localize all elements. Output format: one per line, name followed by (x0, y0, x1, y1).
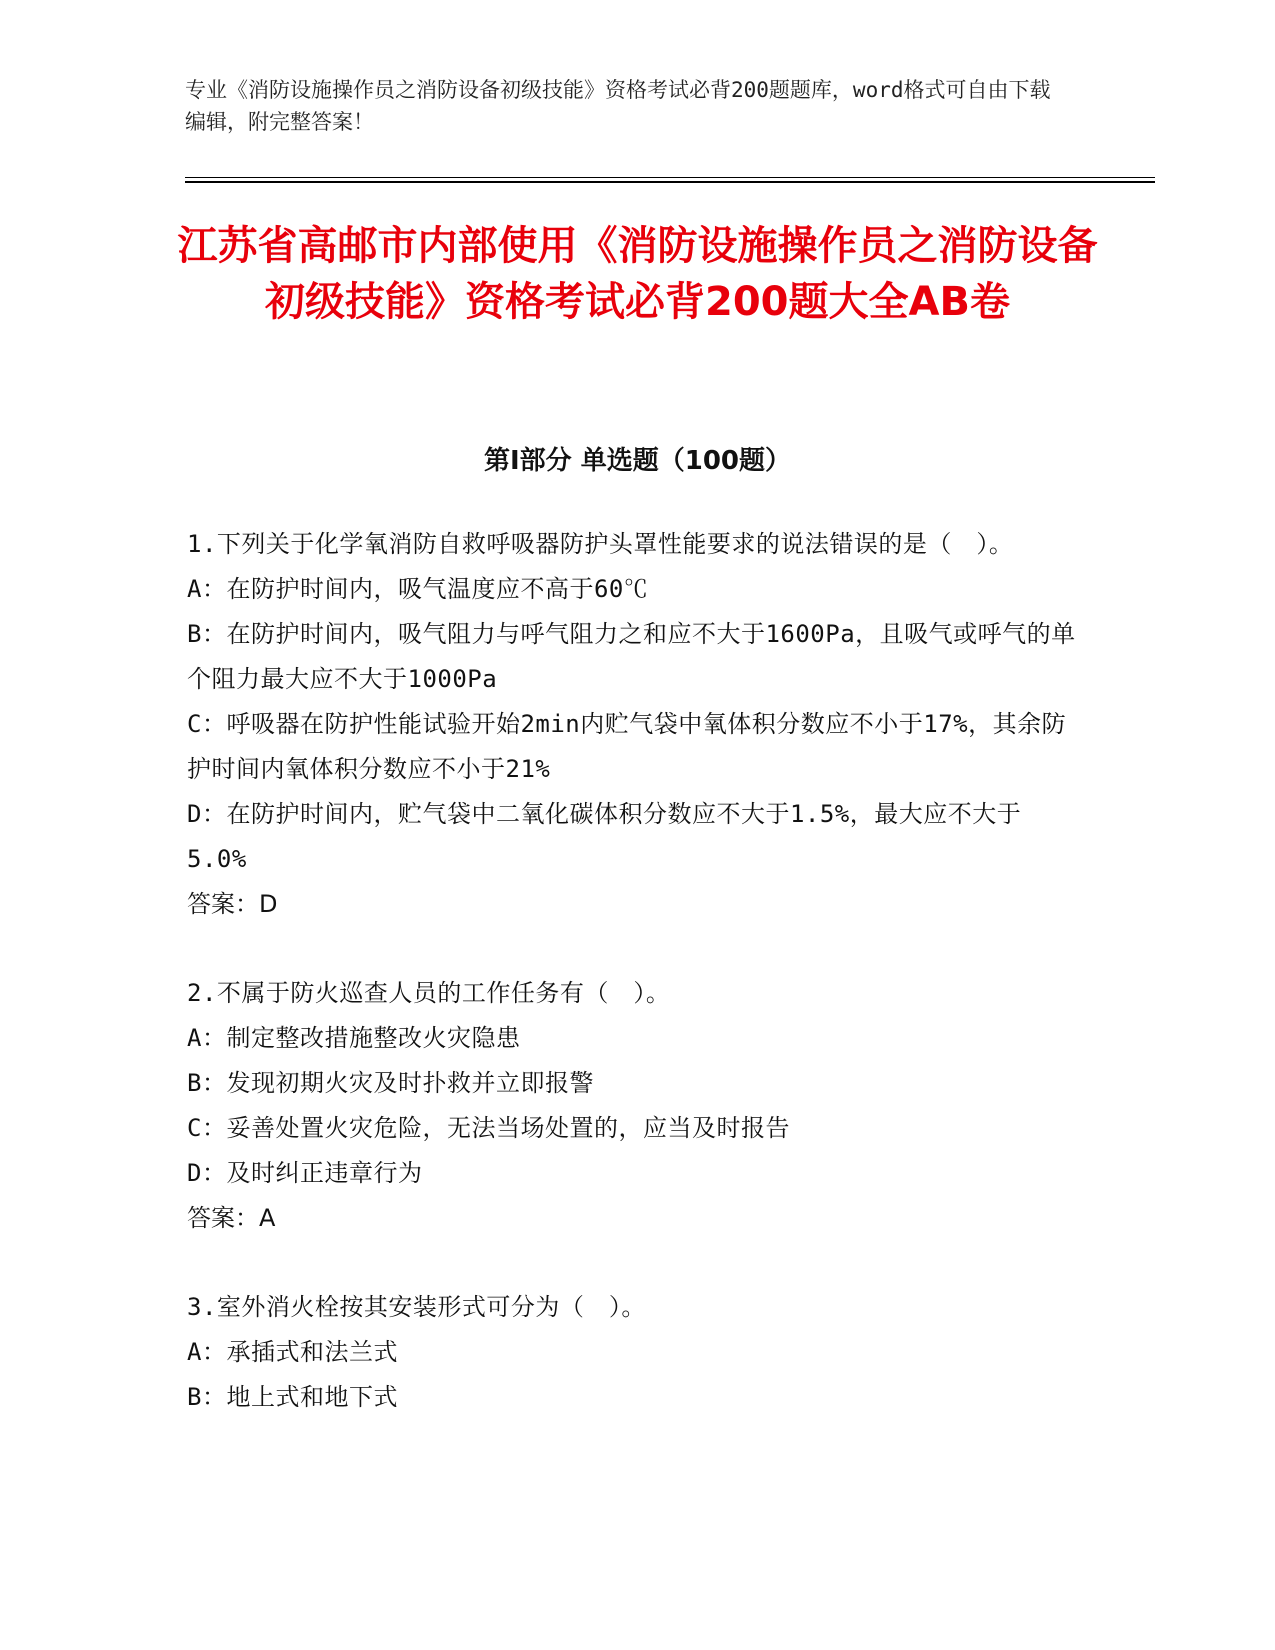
option-d: D：在防护时间内，贮气袋中二氧化碳体积分数应不大于1.5%，最大应不大于5.0% (187, 800, 1022, 873)
option-b: B：在防护时间内，吸气阻力与呼气阻力之和应不大于1600Pa，且吸气或呼气的单个阻力最大应不大于1000Pa (187, 620, 1076, 693)
option-a: A：承插式和法兰式 (187, 1338, 398, 1366)
answer: 答案：A (187, 1204, 276, 1232)
answer: 答案：D (187, 890, 278, 918)
header-note: 专业《消防设施操作员之消防设备初级技能》资格考试必背200题题库，word格式可自由下载编辑，附完整答案！ (185, 78, 1051, 134)
option-c: C：妥善处置火灾危险，无法当场处置的，应当及时报告 (187, 1114, 790, 1142)
option-b: B：发现初期火灾及时扑救并立即报警 (187, 1069, 594, 1097)
question-2 (187, 971, 1077, 1241)
document-title: 江苏省高邮市内部使用《消防设施操作员之消防设备初级技能》资格考试必背200题大全AB卷 (177, 223, 1098, 325)
question-stem: 2.不属于防火巡查人员的工作任务有（ ）。 (187, 979, 671, 1007)
option-a: A：制定整改措施整改火灾隐患 (187, 1024, 521, 1052)
question-list (187, 522, 1077, 1464)
section-title: 第Ⅰ部分 单选题（100题） (484, 446, 791, 476)
option-c: C：呼吸器在防护性能试验开始2min内贮气袋中氧体积分数应不小于17%，其余防护时间内氧体积分数应不小于21% (187, 710, 1067, 783)
header-divider-thick (185, 181, 1155, 183)
question-1 (187, 522, 1077, 927)
option-d: D：及时纠正违章行为 (187, 1159, 423, 1187)
option-a: A：在防护时间内，吸气温度应不高于60℃ (187, 575, 649, 603)
question-stem: 1.下列关于化学氧消防自救呼吸器防护头罩性能要求的说法错误的是（ ）。 (187, 530, 1014, 558)
question-stem: 3.室外消火栓按其安装形式可分为（ ）。 (187, 1293, 646, 1321)
question-3 (187, 1285, 1077, 1420)
header-divider-thin (185, 177, 1155, 178)
option-b: B：地上式和地下式 (187, 1383, 398, 1411)
